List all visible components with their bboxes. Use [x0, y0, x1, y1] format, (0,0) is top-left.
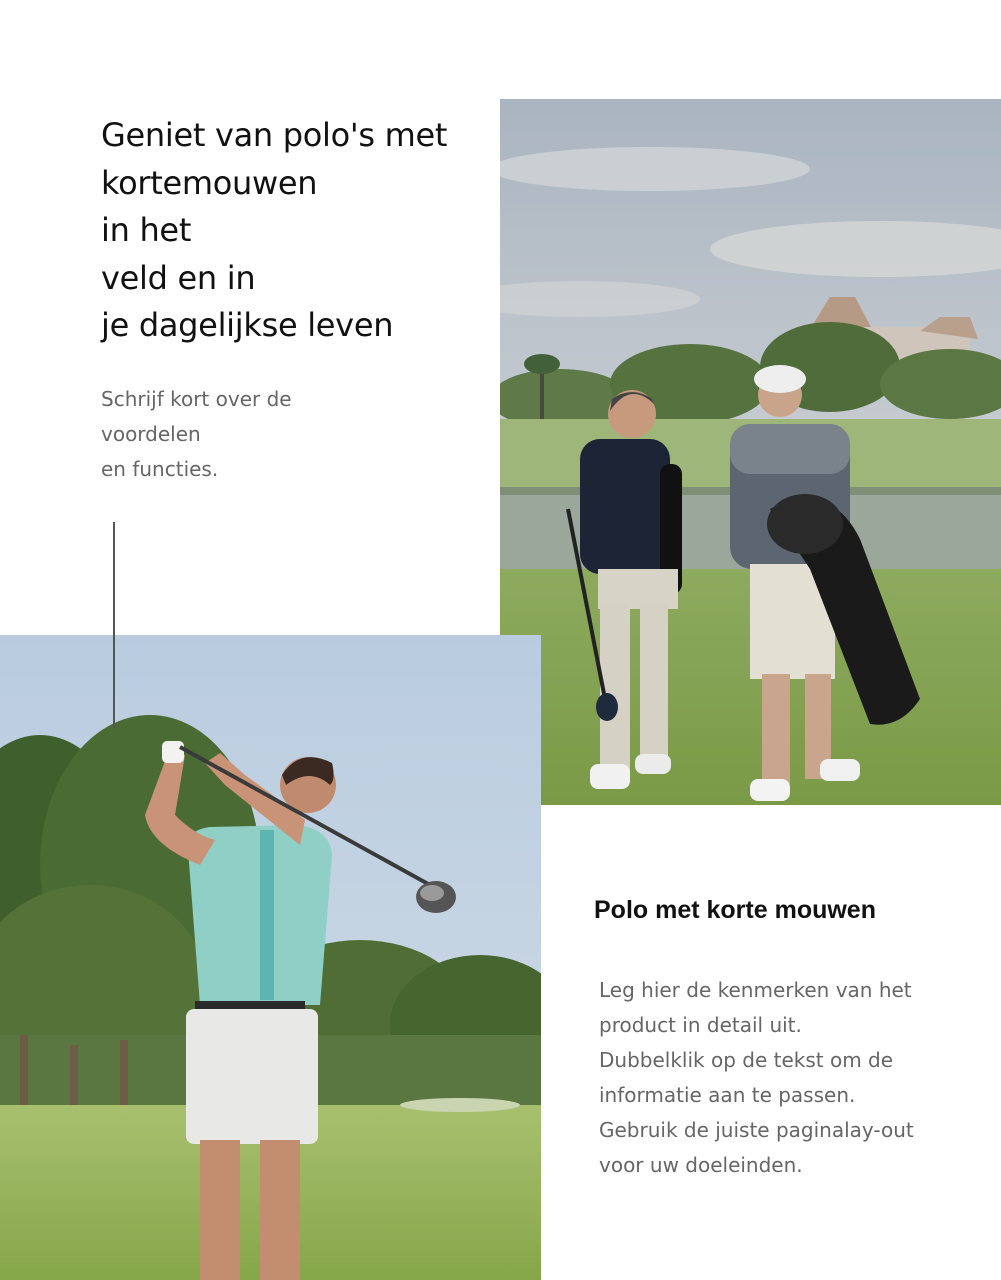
description-line: voor uw doeleinden. — [599, 1153, 803, 1177]
intro-line: en functies. — [101, 457, 219, 481]
golfer-swing-photo — [0, 635, 541, 1280]
product-description — [599, 973, 939, 1183]
description-line: Dubbelklik op de tekst om de — [599, 1048, 894, 1072]
headline-line: Geniet van polo's met — [101, 116, 448, 154]
page-headline — [101, 112, 481, 350]
product-title: Polo met korte mouwen — [594, 896, 876, 924]
headline-line: je dagelijkse leven — [101, 306, 394, 344]
intro-line: voordelen — [101, 422, 201, 446]
headline-line: veld en in — [101, 258, 256, 297]
intro-text — [101, 382, 361, 487]
golfers-walking-photo — [500, 99, 1001, 805]
description-line: Leg hier de kenmerken van het — [599, 978, 912, 1002]
intro-line: Schrijf kort over de — [101, 387, 292, 411]
vertical-divider — [113, 522, 115, 728]
headline-line: kortemouwen — [101, 163, 318, 202]
headline-line: in het — [101, 211, 192, 249]
description-line: informatie aan te passen. — [599, 1083, 856, 1107]
description-line: product in detail uit. — [599, 1013, 802, 1037]
description-line: Gebruik de juiste paginalay-out — [599, 1118, 914, 1142]
